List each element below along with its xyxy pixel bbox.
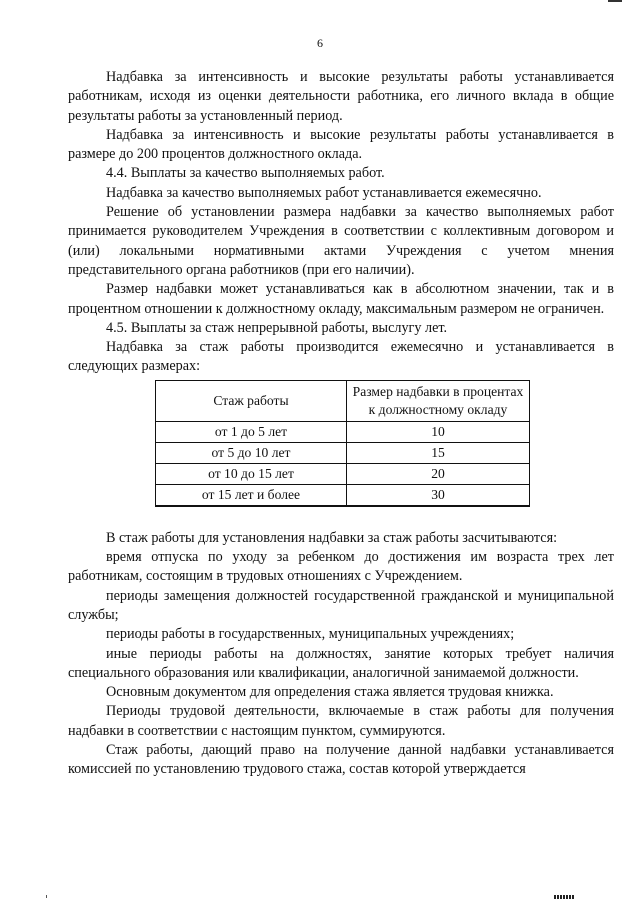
table-cell: от 10 до 15 лет [156, 463, 347, 484]
table-cell: от 1 до 5 лет [156, 421, 347, 442]
paragraph: Размер надбавки может устанавливаться как в абсолютном значении, так и в процентном отношении к должностному окладу, максимальным размером не ограничен. [68, 281, 614, 317]
paragraph: Основным документом для определения стажа является трудовая книжка. [106, 684, 554, 701]
scan-mark [46, 895, 47, 898]
paragraph: периоды замещения должностей государственной гражданской и муниципальной службы; [68, 587, 614, 623]
paragraph: Надбавка за стаж работы производится ежемесячно и устанавливается в следующих размерах: [68, 339, 614, 375]
table-header-cell: Стаж работы [156, 380, 347, 421]
paragraph: иные периоды работы на должностях, занятие которых требует наличия специального образования или квалификации, аналогичной занимаемой должности. [68, 645, 614, 681]
paragraph: время отпуска по уходу за ребенком до достижения им возраста трех лет работникам, состоящим в трудовых отношениях с Учреждением. [68, 549, 614, 585]
section-heading: 4.4. Выплаты за качество выполняемых работ. [106, 165, 385, 182]
table-row [156, 421, 530, 442]
table-cell: 30 [347, 484, 530, 506]
table-header-row [156, 380, 530, 421]
table-row [156, 442, 530, 463]
table-cell: 20 [347, 463, 530, 484]
document-body [68, 68, 614, 780]
table-row [156, 484, 530, 506]
section-heading: 4.5. Выплаты за стаж непрерывной работы, выслугу лет. [106, 319, 448, 336]
page-number: 6 [317, 36, 323, 50]
scan-corner-mark [608, 0, 622, 2]
paragraph: Периоды трудовой деятельности, включаемые в стаж работы для получения надбавки в соответствии с настоящим пунктом, суммируются. [68, 703, 614, 739]
table-cell: 15 [347, 442, 530, 463]
allowance-table [155, 380, 530, 507]
table-cell: от 15 лет и более [156, 484, 347, 506]
paragraph: Надбавка за интенсивность и высокие результаты работы устанавливается в размере до 200 процентов должностного оклада. [68, 126, 614, 163]
paragraph: Решение об установлении размера надбавки за качество выполняемых работ принимается руководителем Учреждения в соответствии с коллективным договором и (или) локальными нормативными актами Учреждения с учетом мнения представительного органа работников (при его наличии). [68, 204, 614, 278]
table-cell: 10 [347, 421, 530, 442]
table-header-cell: Размер надбавки в процентах к должностному окладу [347, 380, 530, 421]
paragraph: В стаж работы для установления надбавки за стаж работы засчитываются: [106, 529, 558, 546]
paragraph: периоды работы в государственных, муниципальных учреждениях; [106, 626, 515, 643]
paragraph: Стаж работы, дающий право на получение данной надбавки устанавливается комиссией по установлению трудового стажа, состав которой утверждается [68, 742, 614, 778]
table-cell: от 5 до 10 лет [156, 442, 347, 463]
table-row [156, 463, 530, 484]
scan-barcode-mark [554, 895, 574, 899]
paragraph: Надбавка за качество выполняемых работ устанавливается ежемесячно. [106, 184, 542, 201]
paragraph: Надбавка за интенсивность и высокие результаты работы устанавливается работникам, исходя из оценки деятельности работника, его личного вклада в общие результаты работы за установленный период. [68, 69, 614, 124]
